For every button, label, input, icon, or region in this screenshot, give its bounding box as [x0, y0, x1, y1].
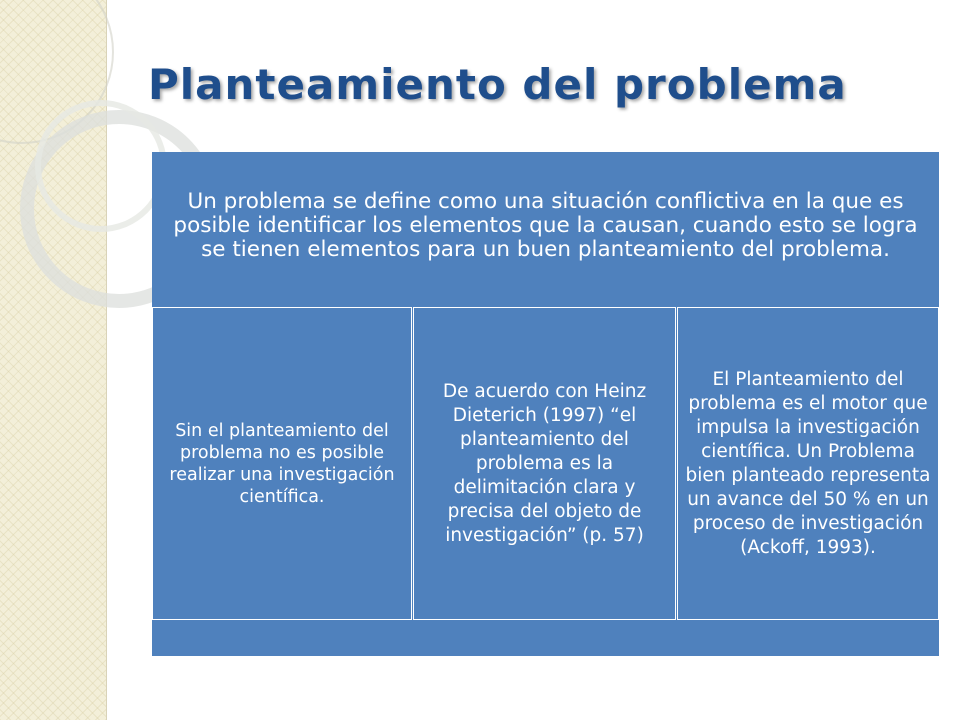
column-box-3 — [677, 307, 939, 620]
column-box-1 — [152, 307, 412, 620]
decorative-ring — [35, 100, 167, 232]
column-text-1: Sin el planteamiento del problema no es posible realizar una investigación científica. — [169, 420, 395, 507]
column-box-2 — [413, 307, 676, 620]
top-box — [152, 152, 939, 300]
column-text-3: El Planteamiento del problema es el motor que impulsa la investigación científica. Un Problema bien planteado representa un avance del 50 % en un proceso de investigación (Ackoff, 1993). — [685, 368, 931, 558]
top-box-text: Un problema se define como una situación conflictiva en la que es posible identificar los elementos que la causan, cuando esto se logra se tienen elementos para un buen planteamiento del problema. — [173, 189, 918, 262]
column-text-2: De acuerdo con Heinz Dieterich (1997) “el planteamiento del problema es la delimitación clara y precisa del objeto de investigación” (p. 57) — [442, 380, 647, 546]
slide-title: Planteamiento del problema — [148, 60, 847, 109]
